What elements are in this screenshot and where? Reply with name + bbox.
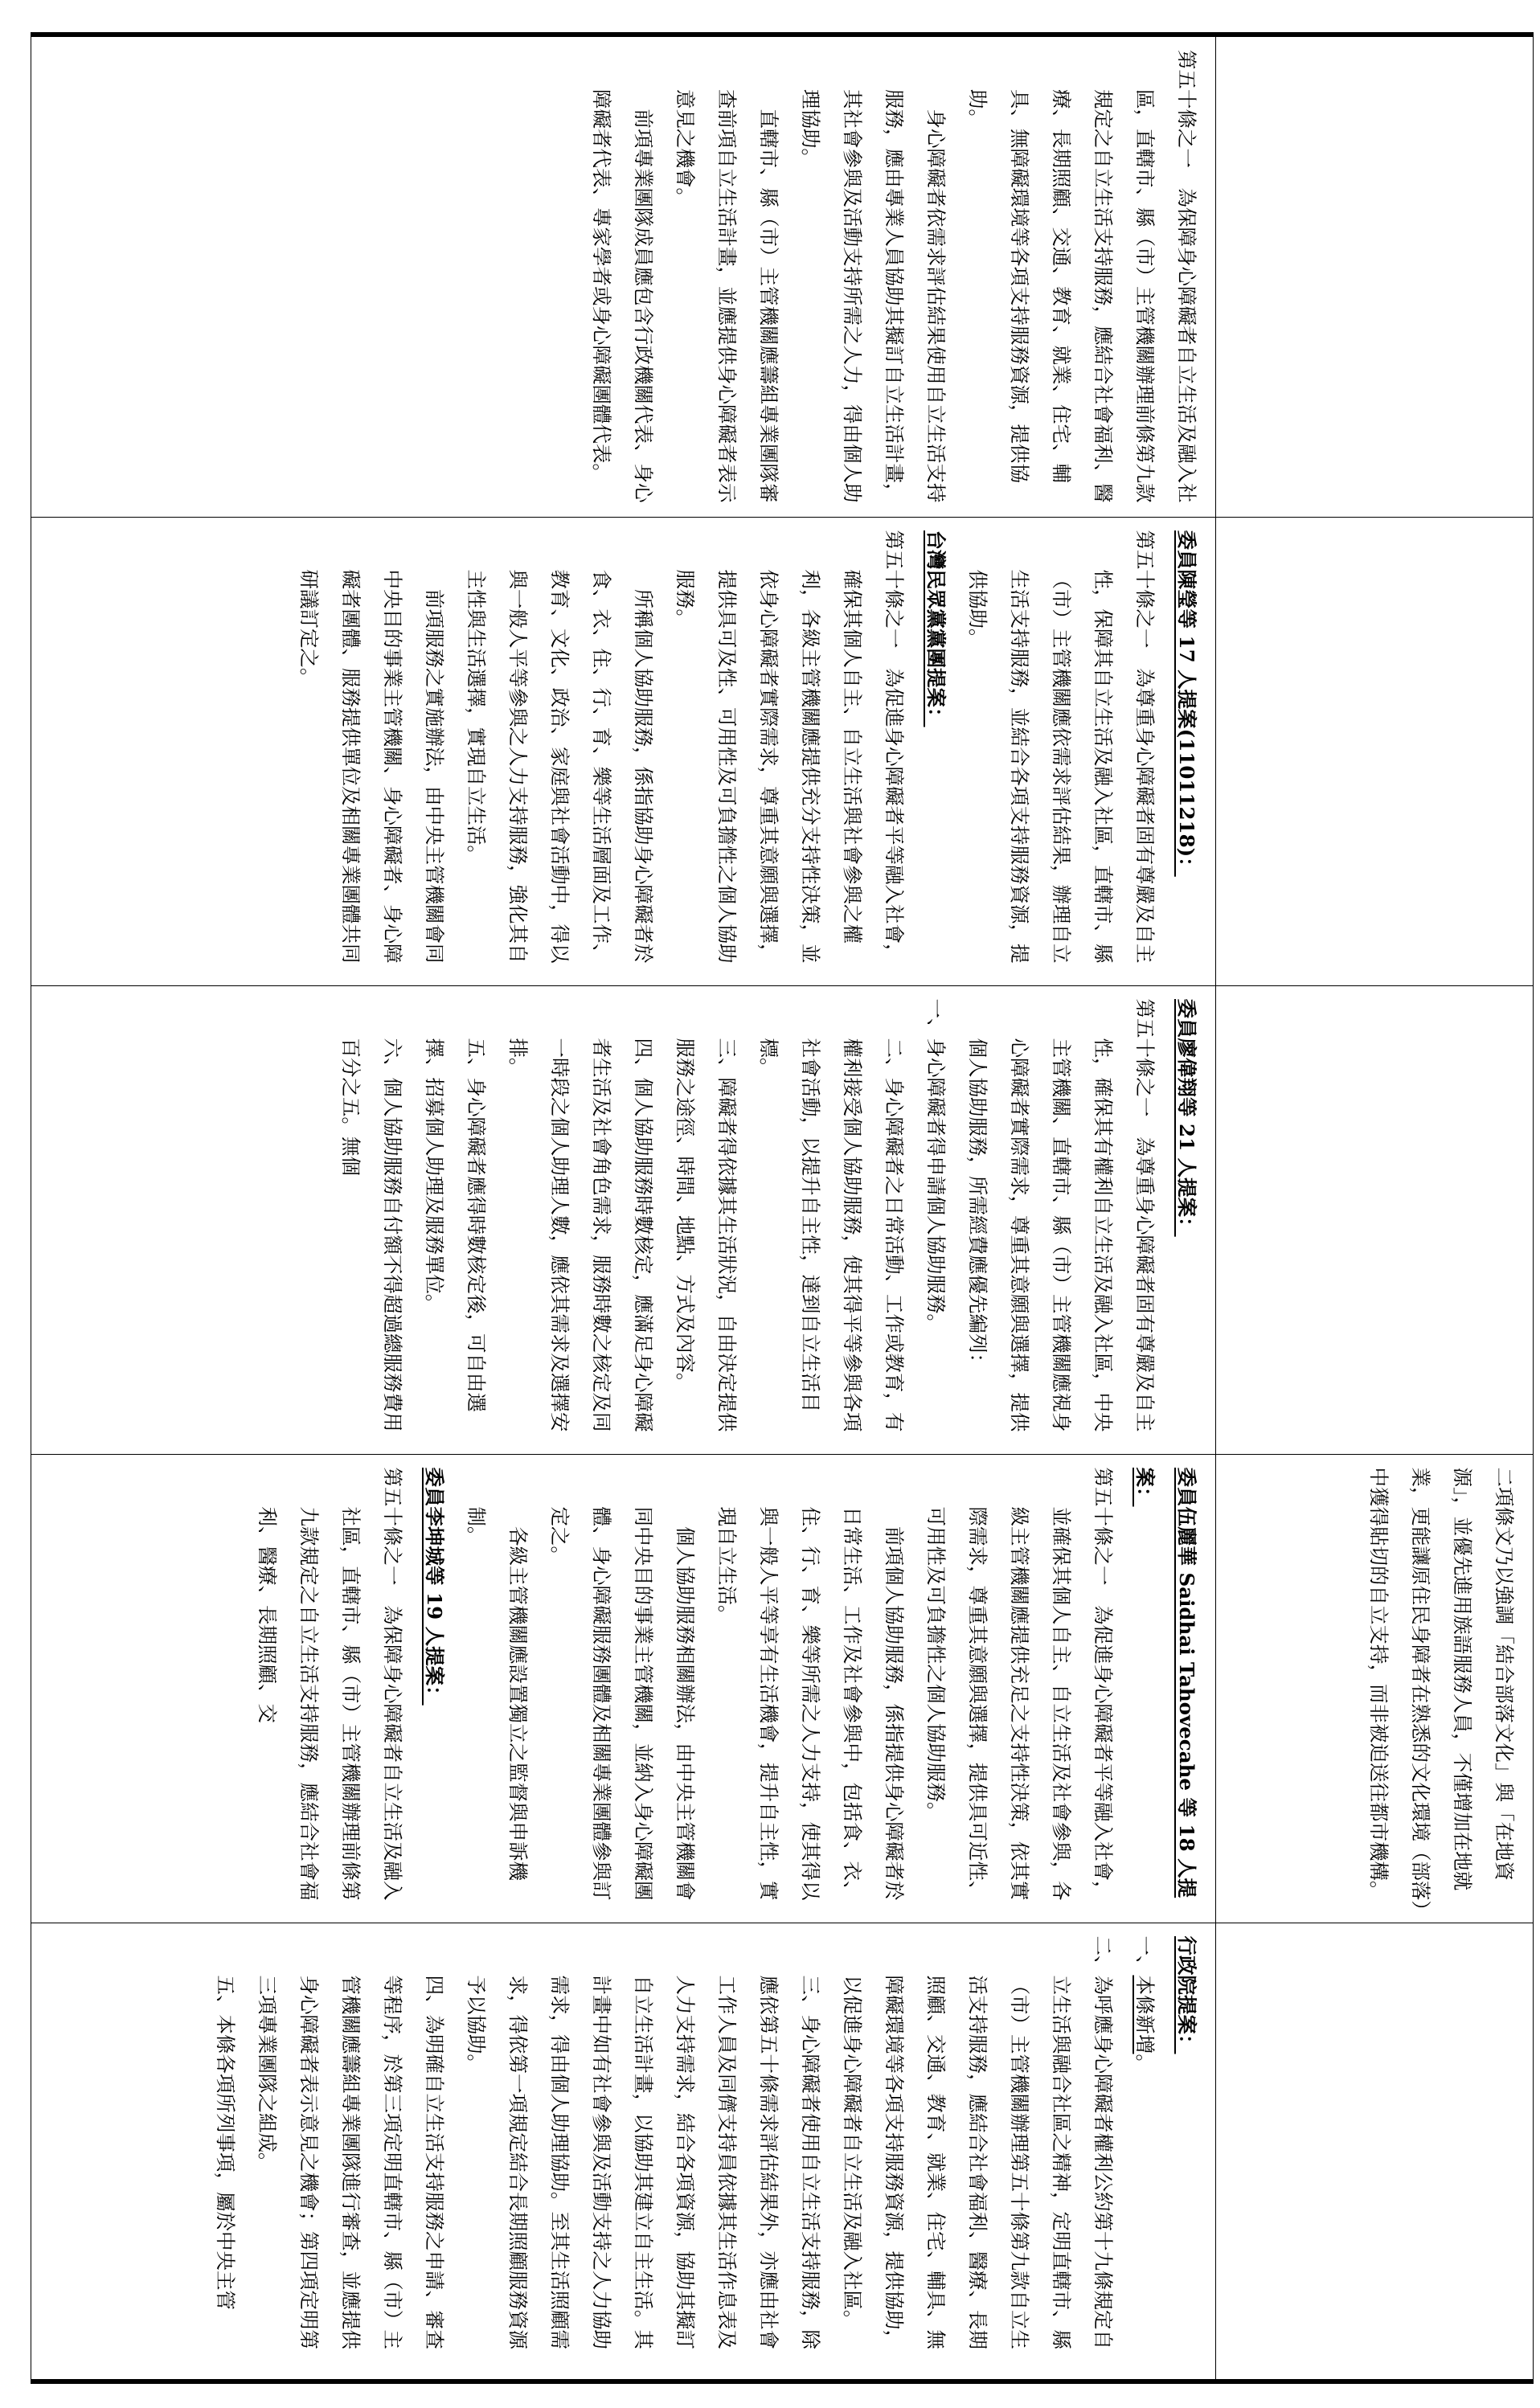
cell-current-article [31,35,1216,517]
proposal-heading-tpp-caucus: 台灣民眾黨黨團提案： [924,530,948,727]
cell-text [1223,530,1525,974]
cell-r1-proposal-a [1216,517,1534,985]
cell-r1-current-law [1216,35,1534,517]
new-article-link[interactable]: 本條新增 [1133,1975,1157,2054]
proposal-heading-li-kun-cheng: 委員李坤城等 19 人提案： [423,1467,446,1706]
cell-r1-blank [1216,1923,1534,2381]
explanation-heading: 行政院提案： [1175,1935,1198,2054]
cell-chen-ying-proposal [31,517,1216,985]
cell-text [1223,999,1525,1443]
cell-r1-explanation [1216,1454,1534,1923]
proposal-text-chen-ying: 第五十條之一 為尊重身心障礙者固有尊嚴及自主性，保障其自立生活及融入社區，直轄市、縣（市）主管機關應依需求評估結果，辦理自立生活支持服務，並結合各項支持服務資源，提供協助。 [966,530,1157,964]
proposal-heading-wu-li-hua: 委員伍麗華 Saidhai Tahovecahe 等 18 人提案： [1133,1467,1198,1898]
proposal-text-liao-main: 第五十條之一 為尊重身心障礙者固有尊嚴及自主性，確保其有權利自立生活及融入社區，中央主管機關、直轄市、縣（市）主管機關應視身心障礙者實際需求，尊重其意願與選擇，提供個人協助服務，所需經費應優先編列： [966,998,1157,1432]
continuation-text: 二項條文乃以強調「結合部落文化」與「在地資源」，並優先進用族語服務人員，不僅增加在地就業，更能讓原住民身障者在熟悉的文化環境（部落）中獲得貼切的自立支持，而非被迫送往都市機構。 [1367,1467,1516,1910]
item-label: 一、 [1133,1935,1157,1976]
proposal-text-wu-li-hua: 第五十條之一 為促進身心障礙者平等融入社會，並確保其個人自主、自立生活及社會參與，各級主管機關應提供充足之支持性決策，依其實際需求，尊重其意願與選擇，提供具可近性、可用性及可負擔性之個人協助服務。 前項個人協助服務，係指提供身心障礙者於日常生活、工作及社會參與中，包括食、衣、住、行、育、樂等所需之人力支持，使其得以與一般人平等享有生活機會，提升自主性，實現自立生活。 個人協助服務相關辦法，由中央主管機關會同中央目的事業主管機關，並納入身心障礙團體、身心障礙服務團體及相關專業團體參與訂定之。 各級主管機關應設置獨立之監督與申訴機制。 [465,1467,1115,1901]
proposal-heading-chen-ying: 委員陳瑩等 17 人提案(11011218)： [1175,530,1198,877]
cell-executive-yuan-explanation [31,1923,1216,2381]
cell-r1-proposal-b [1216,985,1534,1454]
explanation-item-1 [1124,1936,1165,2369]
proposal-text-tpp-caucus: 第五十條之一 為促進身心障礙者平等融入社會，確保其個人自主、自立生活與社會參與之權利，各級主管機關應提供充分支持性決策，並依身心障礙者實際需求，尊重其意願與選擇，提供具可及性、可用性及可負擔性之個人協助服務。 所稱個人協助服務，係指協助身心障礙者於食、衣、住、行、育、樂等生活層面及工作、教育、文化、政治、家庭與社會活動中，得以與一般人平等參與之人力支持服務，強化其自主性與生活選擇，實現自立生活。 前項服務之實施辦法，由中央主管機關會同中央目的事業主管機關、身心障礙者、身心障礙者團體、服務提供單位及相關專業團體共同研議訂定之。 [297,530,906,964]
explanation-text: 二、為呼應身心障礙者權利公約第十九條規定自立生活與融合社區之精神，定明直轄市、縣（市）主管機關辦理第五十條第九款自立生活支持服務，應結合社會福利、醫療、長期照顧、交通、教育、就業、住宅、輔具、無障礙環境等各項支持服務資源，提供協助，以促進身心障礙者自立生活及融入社區。 三、身心障礙者使用自立生活支持服務，除應依第五十條需求評估結果外，亦應由社會工作人員及同儕支持員依據其生活作息表及人力支持需求，結合各項資源，協助其擬訂自立生活計畫，以協助其建立自主生活。其計畫中如有社會參與及活動支持之人力協助需求，得由個人助理協助。至其生活照顧需求，得依第一項規定結合長期照顧服務資源予以協助。 四、為明確自立生活支持服務之申請、審查等程序，於第三項定明直轄市、縣（市）主管機關應籌組專業團隊進行審查，並應提供身心障礙者表示意見之機會；第四項定明第三項專業團隊之組成。 五、本條各項所列事項，屬於中央主管 [214,1935,1115,2349]
article-50-1-row [31,35,1216,2381]
continuation-row [1216,35,1534,2381]
cell-liao-wei-hsiang-proposal [31,985,1216,1454]
cell-wu-li-hua-proposal [31,1454,1216,1923]
bill-comparison-table [31,32,1534,2384]
item-tail: 。 [1133,2054,1157,2074]
proposal-text-li-kun-cheng: 第五十條之一 為保障身心障礙者自立生活及融入社區，直轄市、縣（市）主管機關辦理前條第九款規定之自立生活支持服務，應結合社會福利、醫療、長期照顧、交 [256,1467,404,1901]
proposal-text-liao-items: 一、身心障礙者得申請個人協助服務。 二、身心障礙者之日常活動、工作或教育，有權利接受個人協助服務，使其得平等參與各項社會活動，以提升自主性，達到自立生活目標。 三、障礙者得依據其生活狀況，自由決定提供服務之途徑、時間、地點、方式及內容。 四、個人協助服務時數核定，應滿足身心障礙者生活及社會角色需求，服務時數之核定及同一時段之個人助理人數，應依其需求及選擇安排。 五、身心障礙者應得時數核定後，可自由選擇、招募個人助理及服務單位。 六、個人協助服務自付額不得超過總服務費用百分之五。無個 [339,998,948,1432]
proposal-heading-liao-wei-hsiang: 委員廖偉翔等 21 人提案： [1175,998,1198,1237]
cell-text [1223,50,1525,506]
current-article-text: 第五十條之一 為保障身心障礙者自立生活及融入社區，直轄市、縣（市）主管機關辦理前條第九款規定之自立生活支持服務，應結合社會福利、醫療、長期照顧、交通、教育、就業、住宅、輔具、無障礙環境等各項支持服務資源，提供協助。 身心障礙者依需求評估結果使用自立生活支持服務，應由專業人員協助其擬訂自立生活計畫，其社會參與及活動支持所需之人力，得由個人助理協助。 直轄市、縣（市）主管機關應籌組專業團隊審查前項自立生活計畫，並應提供身心障礙者表示意見之機會。 前項專業團隊成員應包含行政機關代表、身心障礙者代表、專家學者或身心障礙團體代表。 [590,50,1198,503]
